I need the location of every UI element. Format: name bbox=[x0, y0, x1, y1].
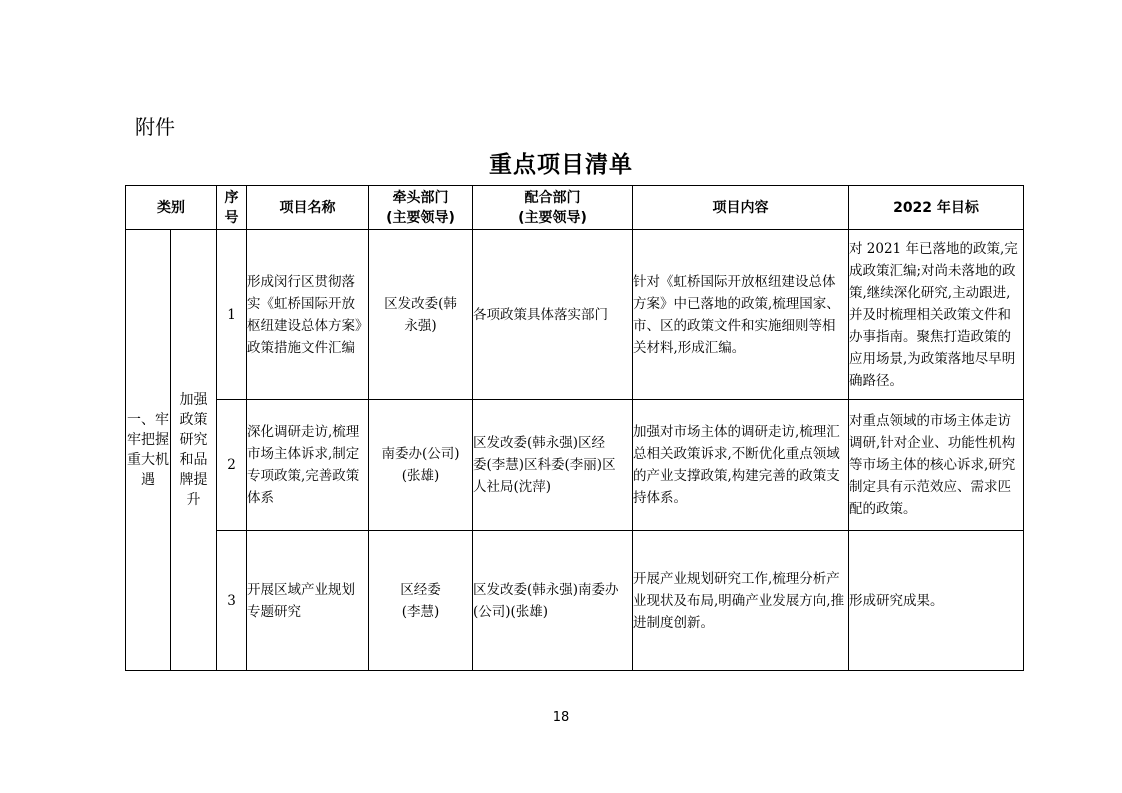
header-target: 2022 年目标 bbox=[849, 186, 1024, 230]
row-coop-dept: 区发改委(韩永强)区经委(李慧)区科委(李丽)区人社局(沈萍) bbox=[473, 400, 633, 531]
header-seq: 序号 bbox=[217, 186, 247, 230]
table-row bbox=[126, 230, 1024, 400]
table-row bbox=[126, 531, 1024, 671]
row-name: 开展区域产业规划专题研究 bbox=[247, 531, 369, 671]
row-target: 对 2021 年已落地的政策,完成政策汇编;对尚未落地的政策,继续深化研究,主动跟进,并及时梳理相关政策文件和办事指南。聚焦打造政策的应用场景,为政策落地尽早明确路径。 bbox=[849, 230, 1024, 400]
header-lead-dept-line2: (主要领导) bbox=[386, 209, 455, 226]
header-coop-dept-line2: (主要领导) bbox=[518, 209, 587, 226]
row-content: 加强对市场主体的调研走访,梳理汇总相关政策诉求,不断优化重点领域的产业支撑政策,构建完善的政策支持体系。 bbox=[633, 400, 849, 531]
row-seq: 2 bbox=[217, 400, 247, 531]
row-coop-dept: 各项政策具体落实部门 bbox=[473, 230, 633, 400]
header-coop-dept bbox=[473, 186, 633, 230]
row-name: 形成闵行区贯彻落实《虹桥国际开放枢纽建设总体方案》政策措施文件汇编 bbox=[247, 230, 369, 400]
row-lead-dept: 区发改委(韩永强) bbox=[369, 230, 473, 400]
table-row bbox=[126, 400, 1024, 531]
category-main: 一、牢牢把握重大机遇 bbox=[126, 230, 171, 671]
row-lead-dept: 南委办(公司)(张雄) bbox=[369, 400, 473, 531]
category-sub: 加强政策研究和品牌提升 bbox=[171, 230, 217, 671]
header-name: 项目名称 bbox=[247, 186, 369, 230]
header-category: 类别 bbox=[126, 186, 217, 230]
header-content: 项目内容 bbox=[633, 186, 849, 230]
row-seq: 3 bbox=[217, 531, 247, 671]
row-lead-dept: 区经委(李慧) bbox=[369, 531, 473, 671]
header-lead-dept bbox=[369, 186, 473, 230]
row-content: 开展产业规划研究工作,梳理分析产业现状及布局,明确产业发展方向,推进制度创新。 bbox=[633, 531, 849, 671]
attachment-label: 附件 bbox=[135, 115, 175, 139]
header-row bbox=[126, 186, 1024, 230]
row-content: 针对《虹桥国际开放枢纽建设总体方案》中已落地的政策,梳理国家、市、区的政策文件和实施细则等相关材料,形成汇编。 bbox=[633, 230, 849, 400]
row-coop-dept: 区发改委(韩永强)南委办(公司)(张雄) bbox=[473, 531, 633, 671]
row-target: 形成研究成果。 bbox=[849, 531, 1024, 671]
header-lead-dept-line1: 牵头部门 bbox=[392, 189, 449, 206]
row-seq: 1 bbox=[217, 230, 247, 400]
page-number: 18 bbox=[552, 710, 570, 725]
row-target: 对重点领域的市场主体走访调研,针对企业、功能性机构等市场主体的核心诉求,研究制定具有示范效应、需求匹配的政策。 bbox=[849, 400, 1024, 531]
project-table bbox=[125, 185, 1024, 671]
header-coop-dept-line1: 配合部门 bbox=[524, 189, 581, 206]
row-name: 深化调研走访,梳理市场主体诉求,制定专项政策,完善政策体系 bbox=[247, 400, 369, 531]
document-title: 重点项目清单 bbox=[489, 152, 633, 178]
